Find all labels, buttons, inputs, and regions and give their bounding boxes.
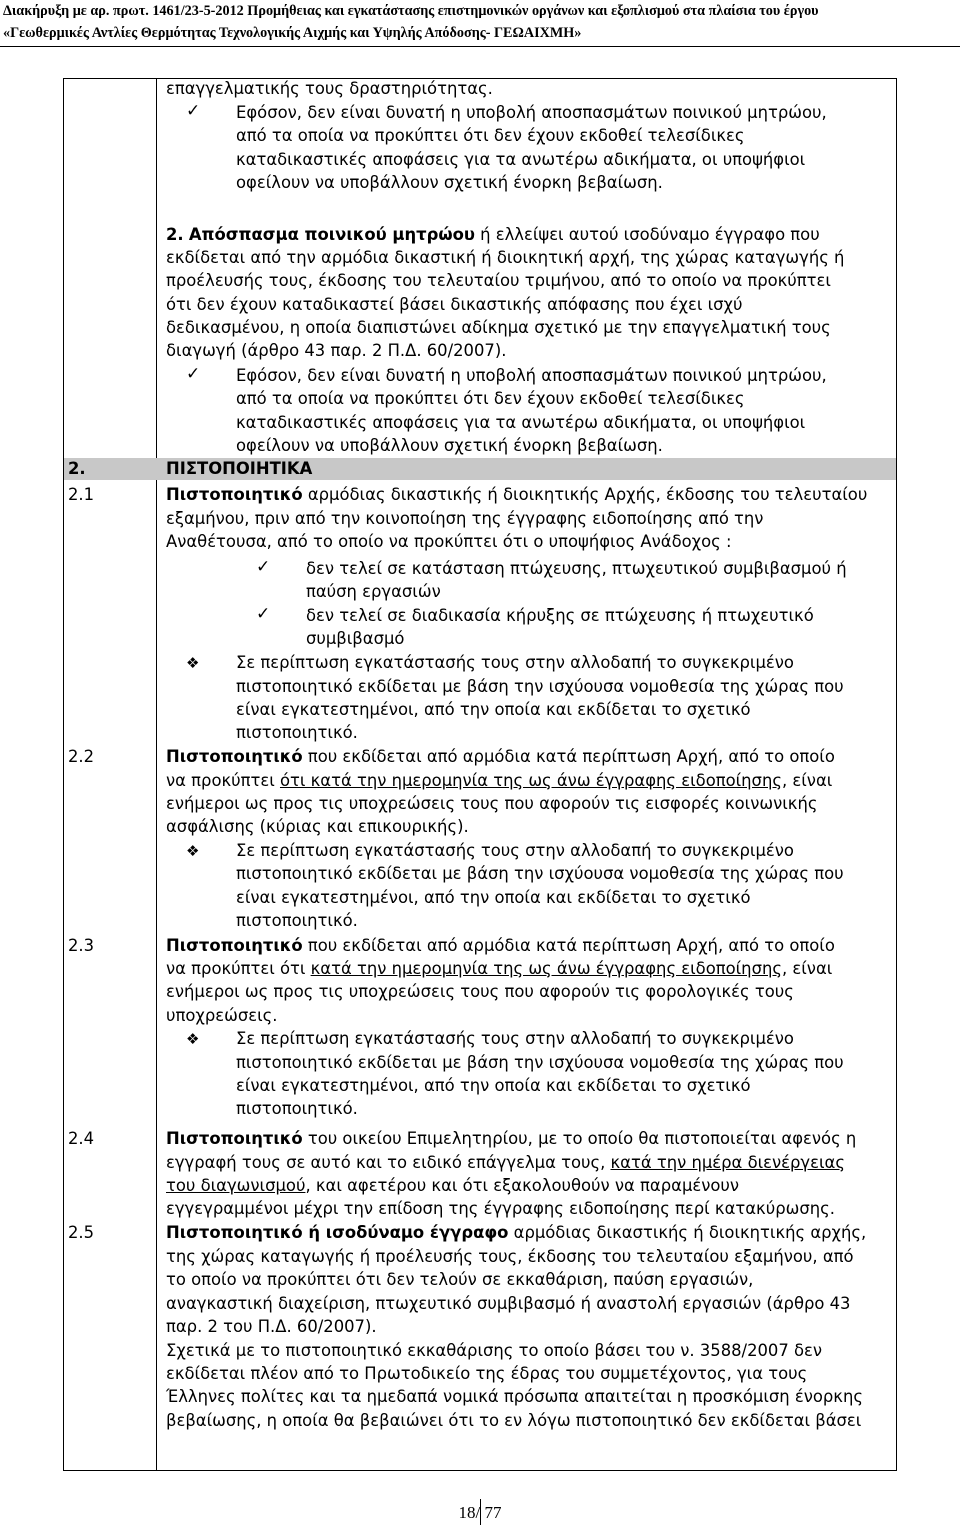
text-fragment: ή ελλείψει αυτού ισοδύναμο έγγραφο που [474, 225, 820, 244]
cert-2-2-line-2 [166, 770, 832, 792]
text-line: είναι εγκατεστημένοι, από την οποία και εκδίδεται το σχετικό [236, 700, 751, 719]
text-line: παύση εργασιών [306, 582, 441, 601]
text-line: είναι εγκατεστημένοι, από την οποία και εκδίδεται το σχετικό [236, 888, 751, 907]
text-fragment: , είναι [781, 771, 833, 790]
text-line: από τα οποία να προκύπτει ότι δεν έχουν εκδοθεί τελεσίδικες [236, 126, 745, 145]
check-icon: ✓ [186, 364, 201, 384]
cert-2-4-line [166, 1128, 856, 1150]
text-line: προέλευσής τους, έκδοσης του τελευταίου τριμήνου, από το οποίο να προκύπτει [166, 271, 831, 290]
text-line: ότι δεν έχουν καταδικαστεί βάσει δικαστικής απόφασης που έχει ισχύ [166, 295, 743, 314]
text-line: εκδίδεται πλέον από το Πρωτοδικείο της έδρας του συμμετέχοντος, για τους [166, 1364, 808, 1383]
check-icon: ✓ [256, 604, 271, 624]
text-line: Έλληνες πολίτες και τα ημεδαπά νομικά πρόσωπα απαιτείται η προσκόμιση ένορκης [166, 1387, 863, 1406]
text-line: εγγεγραμμένοι μέχρι την επίδοση της έγγραφης ειδοποίησης περί κατακύρωσης. [166, 1199, 835, 1218]
text-line: Σχετικά με το πιστοποιητικό εκκαθάρισης το οποίο βάσει του ν. 3588/2007 δεν [166, 1341, 823, 1360]
header-rule [0, 46, 960, 47]
cert-2-2-line [166, 746, 835, 768]
item-title: Πιστοποιητικό ή ισοδύναμο έγγραφο [166, 1223, 509, 1242]
text-fragment: εγγραφή τους σε αυτό και το ειδικό επάγγελμα τους, [166, 1153, 611, 1172]
text-line: αναγκαστική διαχείριση, πτωχευτικό συμβιβασμό ή αναστολή εργασιών (άρθρο 43 [166, 1294, 851, 1313]
underlined-text: ότι κατά την ημερομηνία της ως άνω έγγραφης ειδοποίησης [279, 771, 782, 790]
text-line: είναι εγκατεστημένοι, από την οποία και εκδίδεται το σχετικό [236, 1076, 751, 1095]
item-number: 2.5 [68, 1223, 95, 1242]
text-line: Αναθέτουσα, από το οποίο να προκύπτει ότι ο υποψήφιος Ανάδοχος : [166, 532, 732, 551]
text-line: καταδικαστικές αποφάσεις για τα ανωτέρω αδικήματα, οι υποψήφιοι [236, 413, 806, 432]
text-line: το οποίο να προκύπτει ότι δεν τελούν σε εκκαθάριση, παύση εργασιών, [166, 1270, 754, 1289]
text-line: ενήμεροι ως προς τις υποχρεώσεις τους που αφορούν τις φορολογικές τους [166, 982, 794, 1001]
cert-2-1-line [166, 484, 867, 506]
item-number: 2.3 [68, 936, 95, 955]
header-line-1: Διακήρυξη με αρ. πρωτ. 1461/23-5-2012 Προμήθειας και εγκατάστασης επιστημονικών οργάνων και εξοπλισμού στα πλαίσια του έργου [3, 3, 819, 19]
page-number: 18/ 77 [458, 1503, 502, 1522]
text-fragment: , και αφετέρου και ότι εξακολουθούν να παραμένουν [305, 1176, 740, 1195]
text-line: πιστοποιητικό. [236, 911, 358, 930]
text-line: ενήμεροι ως προς τις υποχρεώσεις τους που αφορούν τις εισφορές κοινωνικής [166, 794, 818, 813]
text-line: οφείλουν να υποβάλλουν σχετική ένορκη βεβαίωση. [236, 173, 663, 192]
item-number: 2.4 [68, 1129, 95, 1148]
text-line: δεν τελεί σε διαδικασία κήρυξης σε πτώχευσης ή πτωχευτικό [306, 606, 814, 625]
text-line: υποχρεώσεις. [166, 1006, 278, 1025]
item-title: Απόσπασμα ποινικού μητρώου [188, 225, 475, 244]
underlined-text: κατά την ημερομηνία της ως άνω έγγραφης ειδοποίησης [310, 959, 782, 978]
cert-2-4-line-3 [166, 1175, 739, 1197]
text-fragment: αρμόδιας δικαστικής ή διοικητικής Αρχής, έκδοσης του τελευταίου [302, 485, 868, 504]
text-fragment: του οικείου Επιμελητηρίου, με το οποίο θα πιστοποιείται αφενός η [302, 1129, 857, 1148]
cert-2-5-line [166, 1222, 866, 1244]
item-title: Πιστοποιητικό [166, 936, 303, 955]
item-number: 2.1 [68, 485, 95, 504]
text-line: παρ. 2 του Π.Δ. 60/2007). [166, 1317, 377, 1336]
text-fragment: να προκύπτει [166, 771, 280, 790]
text-fragment: που εκδίδεται από αρμόδια κατά περίπτωση Αρχή, από το οποίο [302, 747, 835, 766]
diamond-bullet-icon: ❖ [186, 842, 200, 860]
section-number: 2. [68, 459, 86, 478]
text-line: πιστοποιητικό εκδίδεται με βάση την ισχύουσα νομοθεσία της χώρας που [236, 677, 844, 696]
text-line: εκδίδεται από την αρμόδια δικαστική ή διοικητική αρχή, της χώρας καταγωγής ή [166, 248, 845, 267]
document-header [0, 0, 960, 44]
text-line: οφείλουν να υποβάλλουν σχετική ένορκη βεβαίωση. [236, 436, 663, 455]
underlined-text: κατά την ημέρα διενέργειας [610, 1153, 845, 1172]
header-line-2: «Γεωθερμικές Αντλίες Θερμότητας Τεχνολογικής Αιχμής και Υψηλής Απόδοσης- ΓΕΩΑΙΧΜΗ» [3, 25, 582, 41]
text-line: δεν τελεί σε κατάσταση πτώχευσης, πτωχευτικού συμβιβασμού ή [306, 559, 847, 578]
text-line: ασφάλισης (κύριας και επικουρικής). [166, 817, 469, 836]
item-number: 2. [166, 225, 184, 244]
text-line: Σε περίπτωση εγκατάστασής τους στην αλλοδαπή το συγκεκριμένο [236, 653, 794, 672]
diamond-bullet-icon: ❖ [186, 654, 200, 672]
text-line: της χώρας καταγωγής ή προέλευσής τους, έκδοσης του τελευταίου εξαμήνου, από [166, 1247, 854, 1266]
text-line: εξαμήνου, πριν από την κοινοποίηση της έγγραφης ειδοποίησης από την [166, 509, 764, 528]
text-line: πιστοποιητικό. [236, 723, 358, 742]
text-line: βεβαίωσης, η οποία θα βεβαιώνει ότι το εν λόγω πιστοποιητικό δεν εκδίδεται βάσει [166, 1411, 862, 1430]
criminal-record-paragraph [166, 224, 820, 246]
text-line: Σε περίπτωση εγκατάστασής τους στην αλλοδαπή το συγκεκριμένο [236, 1029, 794, 1048]
text-fragment: , είναι [781, 959, 833, 978]
text-line: πιστοποιητικό. [236, 1099, 358, 1118]
text-line: Εφόσον, δεν είναι δυνατή η υποβολή αποσπασμάτων ποινικού μητρώου, [236, 103, 827, 122]
item-title: Πιστοποιητικό [166, 485, 303, 504]
text-line: συμβιβασμό [306, 629, 405, 648]
item-number: 2.2 [68, 747, 95, 766]
cert-2-3-line-2 [166, 958, 832, 980]
text-line: πιστοποιητικό εκδίδεται με βάση την ισχύουσα νομοθεσία της χώρας που [236, 1053, 844, 1072]
text-fragment: αρμόδιας δικαστικής ή διοικητικής αρχής, [508, 1223, 867, 1242]
cert-2-3-line [166, 935, 835, 957]
underlined-text: του διαγωνισμού [166, 1176, 306, 1195]
text-line: πιστοποιητικό εκδίδεται με βάση την ισχύουσα νομοθεσία της χώρας που [236, 864, 844, 883]
diamond-bullet-icon: ❖ [186, 1030, 200, 1048]
item-title: Πιστοποιητικό [166, 1129, 303, 1148]
cert-2-4-line-2 [166, 1152, 845, 1174]
text-line: Εφόσον, δεν είναι δυνατή η υποβολή αποσπασμάτων ποινικού μητρώου, [236, 366, 827, 385]
text-line: διαγωγή (άρθρο 43 παρ. 2 Π.Δ. 60/2007). [166, 341, 507, 360]
text-line: δεδικασμένου, η οποία διαπιστώνει αδίκημα σχετικό με την επαγγελματική τους [166, 318, 831, 337]
column-divider [156, 78, 157, 1471]
text-line: Σε περίπτωση εγκατάστασής τους στην αλλοδαπή το συγκεκριμένο [236, 841, 794, 860]
text-line: καταδικαστικές αποφάσεις για τα ανωτέρω αδικήματα, οι υποψήφιοι [236, 150, 806, 169]
section-title: ΠΙΣΤΟΠΟΙΗΤΙΚΑ [166, 459, 313, 478]
text-fragment: που εκδίδεται από αρμόδια κατά περίπτωση Αρχή, από το οποίο [302, 936, 835, 955]
item-title: Πιστοποιητικό [166, 747, 303, 766]
text-line: επαγγελματικής τους δραστηριότητας. [166, 79, 493, 98]
text-line: από τα οποία να προκύπτει ότι δεν έχουν εκδοθεί τελεσίδικες [236, 389, 745, 408]
check-icon: ✓ [256, 557, 271, 577]
check-icon: ✓ [186, 101, 201, 121]
text-fragment: να προκύπτει ότι [166, 959, 311, 978]
